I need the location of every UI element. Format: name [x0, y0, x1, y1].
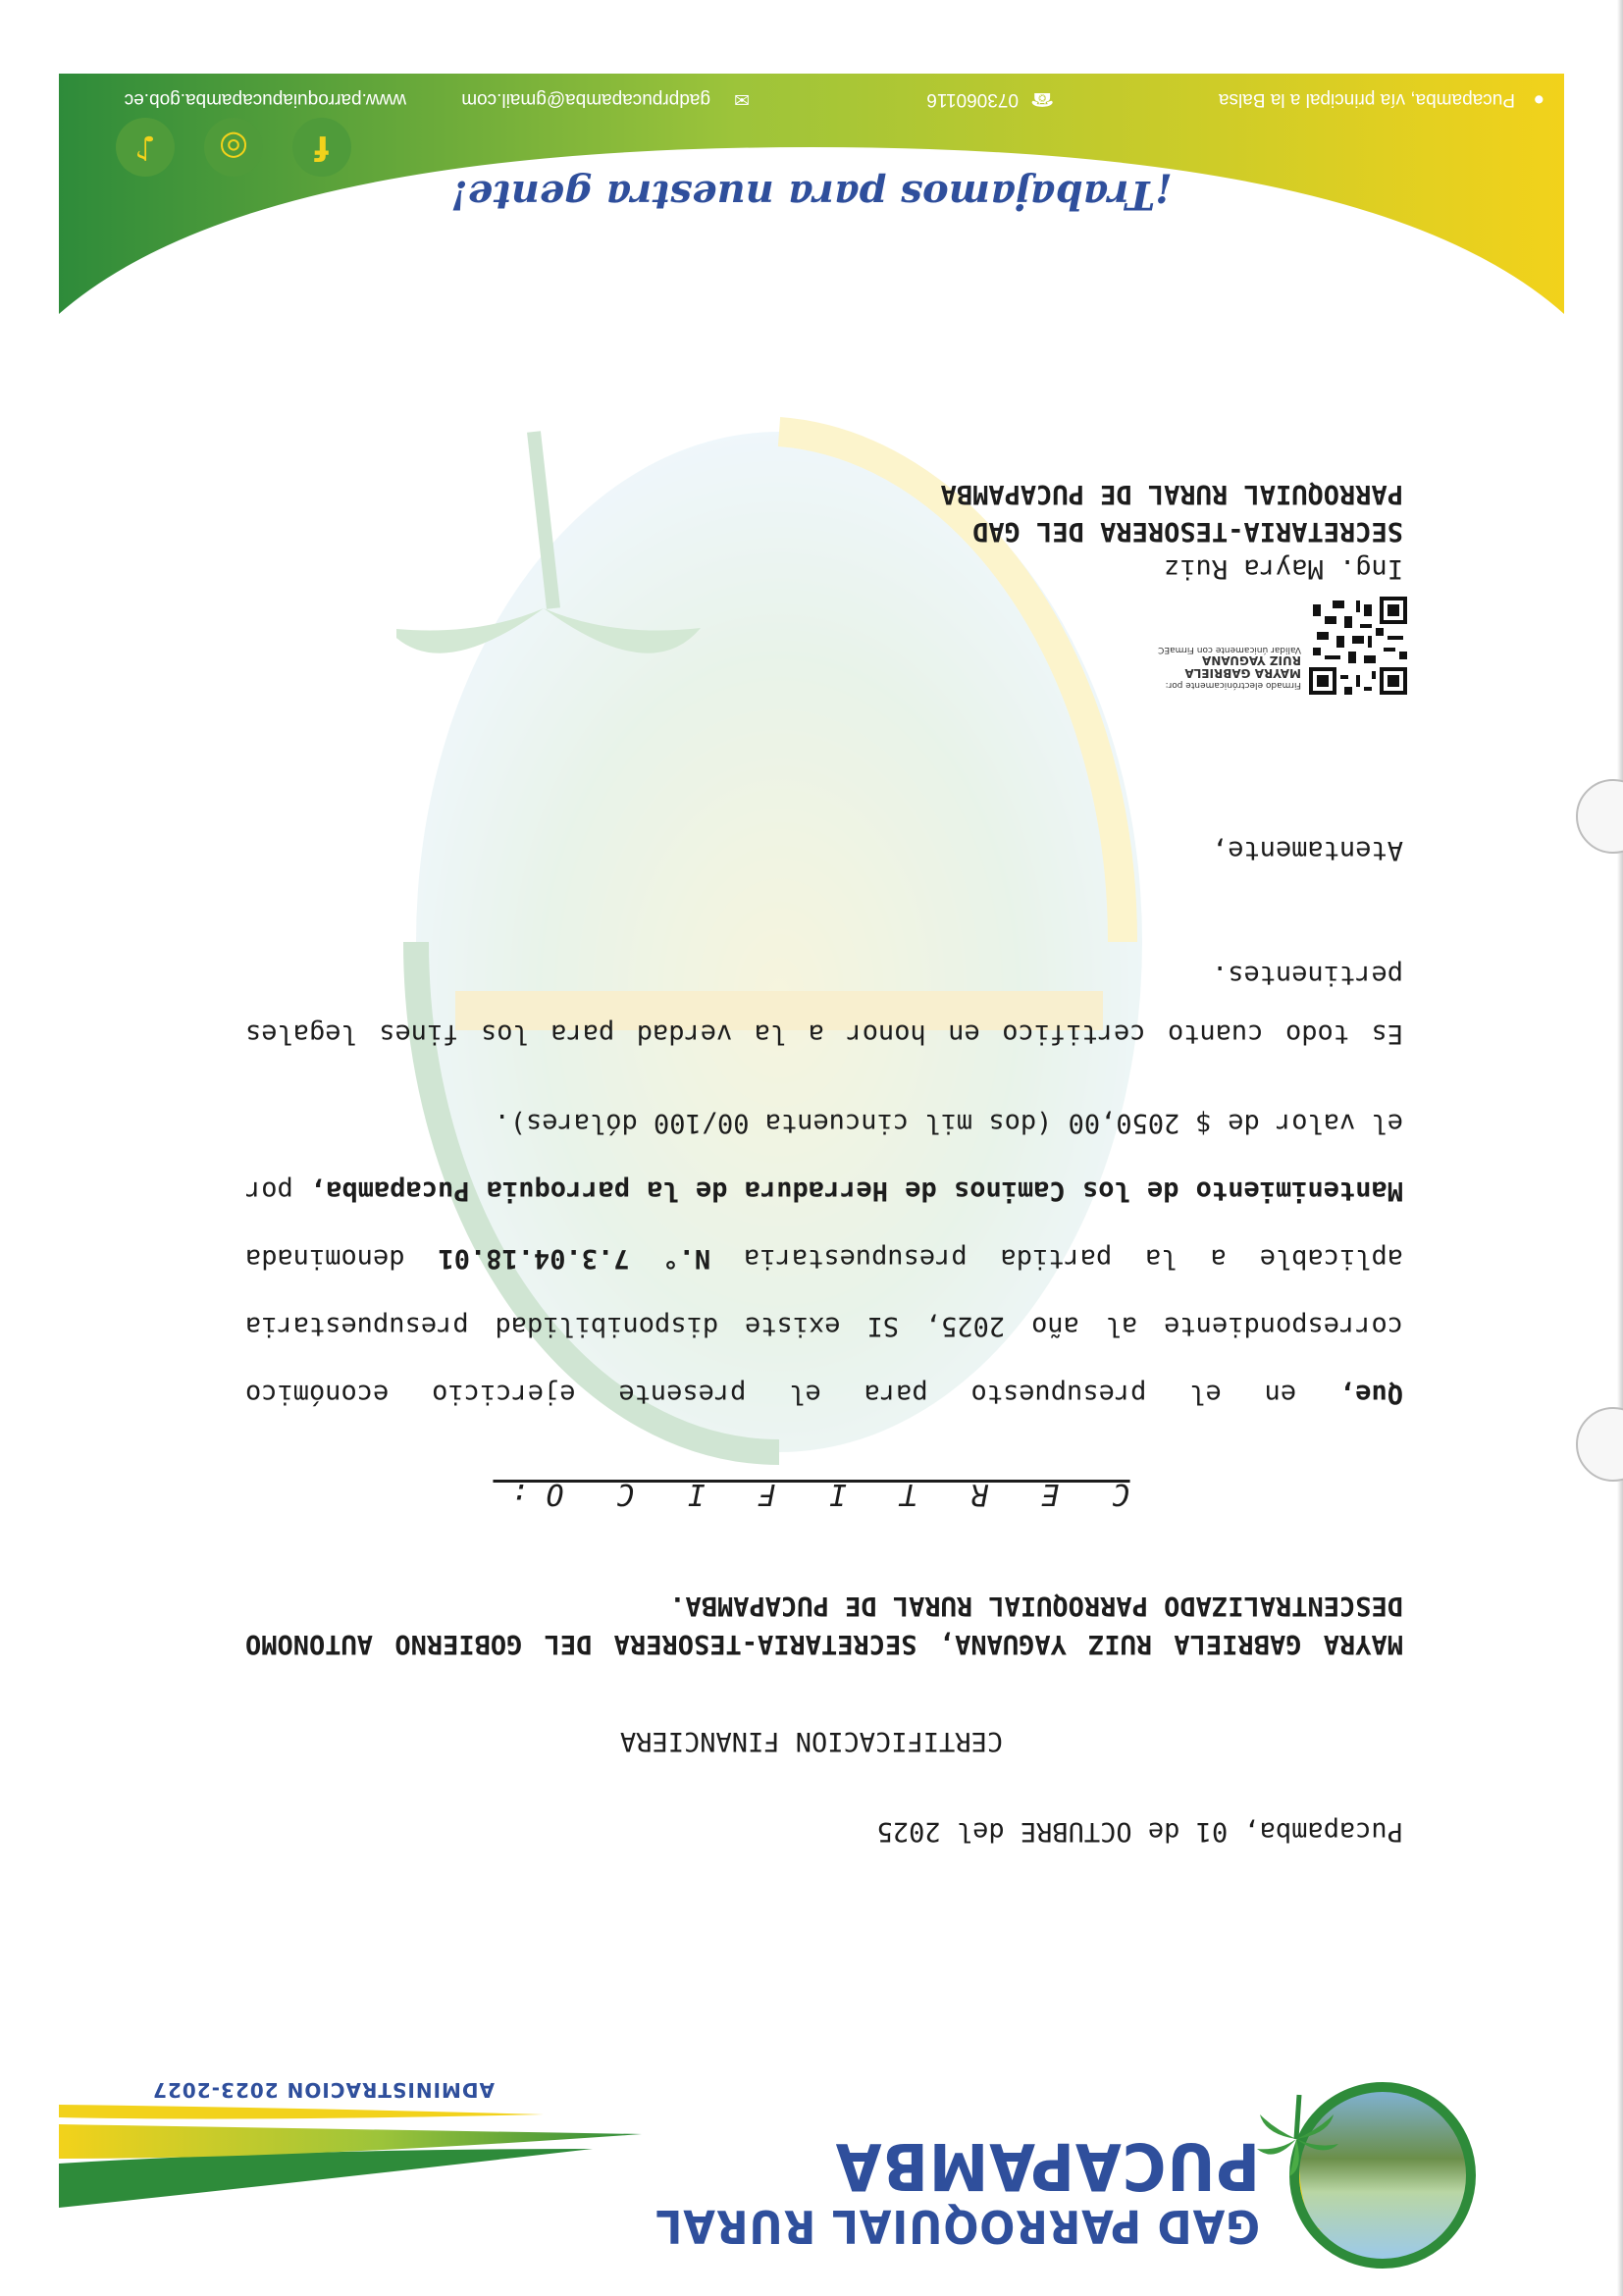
- location-icon: ●: [1533, 89, 1544, 110]
- document-date: Pucapamba, 01 de OCTUBRE del 2025: [876, 1816, 1403, 1847]
- tiktok-icon[interactable]: ♪: [116, 118, 175, 177]
- certification-paragraph: [245, 1089, 1403, 1428]
- slogan: ¡Trabajamos para nuestra gente!: [450, 172, 1173, 218]
- facebook-icon[interactable]: f: [292, 118, 351, 177]
- binder-hole: [1576, 779, 1623, 854]
- letterhead-header: GAD PARROQUIAL RURAL PUCAPAMBA ADMINISTRACION 2023-2027: [0, 2080, 1623, 2296]
- instagram-icon[interactable]: ◎: [204, 118, 263, 177]
- email-icon: ✉: [734, 88, 750, 109]
- phone-icon: ☎: [1030, 88, 1054, 109]
- address-text: Pucapamba, vía principal a la Balsa: [1218, 89, 1515, 110]
- document-title: CERTIFICACION FINANCIERA: [619, 1726, 1004, 1756]
- website-link[interactable]: www.parroquiapucapamba.gob.ec: [124, 89, 406, 110]
- certifico-heading: C E R T I F I C O:: [493, 1477, 1130, 1511]
- palm-icon: [1255, 2090, 1343, 2178]
- org-name-line2: PUCAPAMBA: [834, 2128, 1260, 2204]
- e-signature-name-1: MAYRA GABRIELA: [1184, 666, 1301, 681]
- email-link[interactable]: gadprpucapamba@gmail.com: [461, 89, 710, 110]
- signer-block: [941, 475, 1403, 587]
- org-name-line1: GAD PARROQUIAL RURAL: [654, 2200, 1260, 2253]
- closing-paragraph: Es todo cuanto certifico en honor a la verdad para los fines legales pertinentes.: [245, 960, 1403, 1049]
- signer-role-1: SECRETARIA-TESORERA DEL GAD: [972, 516, 1403, 547]
- e-signature-text: [1158, 644, 1301, 689]
- binder-hole: [1576, 1407, 1623, 1482]
- salutation: Atentamente,: [1211, 835, 1403, 865]
- e-signature-name-2: RUIZ YAGUANA: [1202, 652, 1301, 667]
- scan-edge: [1617, 0, 1623, 2296]
- para-text-2: denominada: [245, 1243, 439, 1274]
- contact-bar: [59, 80, 1564, 116]
- qr-code: [1309, 597, 1407, 695]
- e-signature-validation: Validar únicamente con FirmaEC: [1158, 644, 1301, 654]
- budget-item-name: Mantenimiento de los Caminos de Herradura de la parroquia Pucapamba,: [310, 1175, 1403, 1206]
- signer-role-2: PARROQUIAL RURAL DE PUCAPAMBA: [940, 479, 1403, 509]
- para-text-3: por el valor de $ 2050,00 (dos mil cincuenta 00/100 dólares).: [245, 1108, 1403, 1206]
- org-name: [602, 2128, 1260, 2253]
- phone-text: 073060116: [926, 89, 1019, 110]
- que-word: Que,: [1338, 1379, 1403, 1409]
- intro-paragraph: MAYRA GABRIELA RUIZ YAGUANA, SECRETARIA-TESORERA DEL GOBIERNO AUTONOMO DESCENTRALIZADO PARROQUIAL RURAL DE PUCAPAMBA.: [245, 1590, 1403, 1659]
- para-text-1: en el presupuesto para el presente ejercicio económico correspondiente al año 2025, SI existe disponibilidad presupuestaria aplicable a la partida presupuestaria: [245, 1243, 1403, 1409]
- e-signature-caption: Firmado electrónicamente por:: [1165, 680, 1301, 690]
- budget-item-number: N.° 7.3.04.18.01: [438, 1243, 711, 1274]
- signer-name: Ing. Mayra Ruiz: [1164, 553, 1403, 584]
